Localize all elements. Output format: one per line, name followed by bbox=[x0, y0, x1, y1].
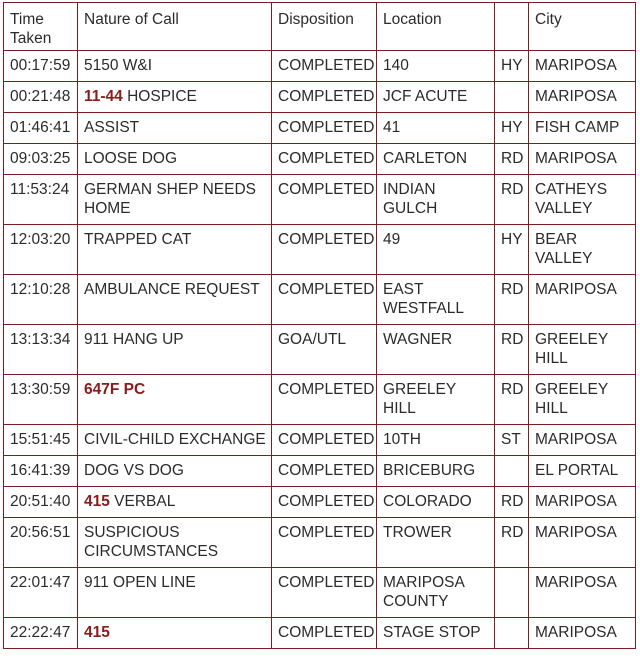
cell-location: COLORADO bbox=[377, 487, 495, 518]
table-row bbox=[4, 144, 636, 175]
cell-city: MARIPOSA bbox=[529, 144, 636, 175]
cell-city: MARIPOSA bbox=[529, 82, 636, 113]
cell-street-suffix: RD bbox=[495, 325, 529, 375]
cell-location: 140 bbox=[377, 51, 495, 82]
call-code: 415 bbox=[84, 624, 110, 641]
cell-city: GREELEY HILL bbox=[529, 325, 636, 375]
cell-time-taken: 11:53:24 bbox=[4, 175, 78, 225]
cell-time-taken: 13:13:34 bbox=[4, 325, 78, 375]
header-disposition: Disposition bbox=[272, 3, 377, 51]
cell-street-suffix bbox=[495, 618, 529, 649]
call-description: TRAPPED CAT bbox=[84, 231, 192, 248]
call-log-rows bbox=[4, 51, 636, 649]
cell-time-taken: 16:41:39 bbox=[4, 456, 78, 487]
cell-disposition: COMPLETED bbox=[272, 51, 377, 82]
cell-location: TROWER bbox=[377, 518, 495, 568]
table-row bbox=[4, 618, 636, 649]
cell-city: BEAR VALLEY bbox=[529, 225, 636, 275]
cell-city: MARIPOSA bbox=[529, 518, 636, 568]
cell-location: WAGNER bbox=[377, 325, 495, 375]
cell-location: BRICEBURG bbox=[377, 456, 495, 487]
cell-time-taken: 00:21:48 bbox=[4, 82, 78, 113]
cell-location: CARLETON bbox=[377, 144, 495, 175]
cell-disposition: COMPLETED bbox=[272, 175, 377, 225]
cell-disposition: COMPLETED bbox=[272, 518, 377, 568]
cell-street-suffix: RD bbox=[495, 487, 529, 518]
header-location: Location bbox=[377, 3, 495, 51]
header-city: City bbox=[529, 3, 636, 51]
cell-nature-of-call bbox=[78, 175, 272, 225]
cell-city: MARIPOSA bbox=[529, 487, 636, 518]
cell-nature-of-call bbox=[78, 487, 272, 518]
cell-street-suffix: RD bbox=[495, 275, 529, 325]
cell-location: 41 bbox=[377, 113, 495, 144]
cell-street-suffix: HY bbox=[495, 51, 529, 82]
call-code: 647F PC bbox=[84, 381, 146, 398]
cell-location: MARIPOSA COUNTY bbox=[377, 568, 495, 618]
cell-nature-of-call bbox=[78, 113, 272, 144]
call-description: DOG VS DOG bbox=[84, 462, 184, 479]
cell-street-suffix: RD bbox=[495, 375, 529, 425]
table-row bbox=[4, 456, 636, 487]
call-code: 11-44 bbox=[84, 88, 123, 105]
cell-disposition: COMPLETED bbox=[272, 275, 377, 325]
cell-street-suffix: RD bbox=[495, 175, 529, 225]
header-time-taken: Time Taken bbox=[4, 3, 78, 51]
cell-disposition: COMPLETED bbox=[272, 82, 377, 113]
cell-location: JCF ACUTE bbox=[377, 82, 495, 113]
cell-disposition: COMPLETED bbox=[272, 456, 377, 487]
cell-city: MARIPOSA bbox=[529, 568, 636, 618]
call-description: LOOSE DOG bbox=[84, 150, 178, 167]
cell-street-suffix: HY bbox=[495, 225, 529, 275]
cell-nature-of-call bbox=[78, 144, 272, 175]
cell-time-taken: 12:03:20 bbox=[4, 225, 78, 275]
header-suffix bbox=[495, 3, 529, 51]
cell-street-suffix bbox=[495, 456, 529, 487]
cell-city: GREELEY HILL bbox=[529, 375, 636, 425]
table-row bbox=[4, 51, 636, 82]
cell-nature-of-call bbox=[78, 51, 272, 82]
cell-city: CATHEYS VALLEY bbox=[529, 175, 636, 225]
cell-city: MARIPOSA bbox=[529, 51, 636, 82]
cell-city: MARIPOSA bbox=[529, 618, 636, 649]
cell-time-taken: 01:46:41 bbox=[4, 113, 78, 144]
cell-time-taken: 12:10:28 bbox=[4, 275, 78, 325]
header-row bbox=[4, 3, 636, 51]
cell-location: 10TH bbox=[377, 425, 495, 456]
cell-location: STAGE STOP bbox=[377, 618, 495, 649]
cell-disposition: COMPLETED bbox=[272, 425, 377, 456]
cell-street-suffix: RD bbox=[495, 144, 529, 175]
call-description: SUSPICIOUS CIRCUMSTANCES bbox=[84, 524, 219, 560]
call-description: 5150 W&I bbox=[84, 57, 153, 74]
table-row bbox=[4, 175, 636, 225]
cell-time-taken: 20:56:51 bbox=[4, 518, 78, 568]
cell-time-taken: 00:17:59 bbox=[4, 51, 78, 82]
cell-disposition: COMPLETED bbox=[272, 375, 377, 425]
call-description: 911 OPEN LINE bbox=[84, 574, 196, 591]
cell-nature-of-call bbox=[78, 568, 272, 618]
cell-location: EAST WESTFALL bbox=[377, 275, 495, 325]
table-row bbox=[4, 568, 636, 618]
table-row bbox=[4, 325, 636, 375]
cell-disposition: GOA/UTL bbox=[272, 325, 377, 375]
cell-nature-of-call bbox=[78, 82, 272, 113]
call-description: GERMAN SHEP NEEDS HOME bbox=[84, 181, 261, 217]
cell-location: GREELEY HILL bbox=[377, 375, 495, 425]
cell-disposition: COMPLETED bbox=[272, 568, 377, 618]
cell-street-suffix: ST bbox=[495, 425, 529, 456]
cell-disposition: COMPLETED bbox=[272, 487, 377, 518]
cell-city: EL PORTAL bbox=[529, 456, 636, 487]
call-code: 415 bbox=[84, 493, 110, 510]
cell-disposition: COMPLETED bbox=[272, 113, 377, 144]
header-nature-of-call: Nature of Call bbox=[78, 3, 272, 51]
cell-disposition: COMPLETED bbox=[272, 225, 377, 275]
cell-time-taken: 20:51:40 bbox=[4, 487, 78, 518]
cell-disposition: COMPLETED bbox=[272, 144, 377, 175]
call-description: 911 HANG UP bbox=[84, 331, 184, 348]
cell-city: MARIPOSA bbox=[529, 425, 636, 456]
cell-time-taken: 13:30:59 bbox=[4, 375, 78, 425]
cell-location: 49 bbox=[377, 225, 495, 275]
table-row bbox=[4, 487, 636, 518]
cell-nature-of-call bbox=[78, 425, 272, 456]
cell-street-suffix bbox=[495, 82, 529, 113]
cell-street-suffix bbox=[495, 568, 529, 618]
cell-city: FISH CAMP bbox=[529, 113, 636, 144]
table-row bbox=[4, 113, 636, 144]
cell-street-suffix: RD bbox=[495, 518, 529, 568]
call-description: ASSIST bbox=[84, 119, 140, 136]
cell-time-taken: 15:51:45 bbox=[4, 425, 78, 456]
cell-nature-of-call bbox=[78, 618, 272, 649]
cell-nature-of-call bbox=[78, 275, 272, 325]
call-description: AMBULANCE REQUEST bbox=[84, 281, 260, 298]
cell-nature-of-call bbox=[78, 375, 272, 425]
table-row bbox=[4, 375, 636, 425]
call-description: CIVIL-CHILD EXCHANGE bbox=[84, 431, 266, 448]
call-log-table bbox=[3, 2, 636, 649]
cell-time-taken: 22:22:47 bbox=[4, 618, 78, 649]
cell-location: INDIAN GULCH bbox=[377, 175, 495, 225]
cell-time-taken: 09:03:25 bbox=[4, 144, 78, 175]
table-row bbox=[4, 275, 636, 325]
table-row bbox=[4, 425, 636, 456]
table-row bbox=[4, 225, 636, 275]
call-description: HOSPICE bbox=[122, 88, 197, 105]
cell-nature-of-call bbox=[78, 325, 272, 375]
cell-disposition: COMPLETED bbox=[272, 618, 377, 649]
cell-street-suffix: HY bbox=[495, 113, 529, 144]
cell-time-taken: 22:01:47 bbox=[4, 568, 78, 618]
cell-city: MARIPOSA bbox=[529, 275, 636, 325]
cell-nature-of-call bbox=[78, 456, 272, 487]
table-row bbox=[4, 82, 636, 113]
call-description: VERBAL bbox=[109, 493, 176, 510]
cell-nature-of-call bbox=[78, 518, 272, 568]
table-row bbox=[4, 518, 636, 568]
cell-nature-of-call bbox=[78, 225, 272, 275]
